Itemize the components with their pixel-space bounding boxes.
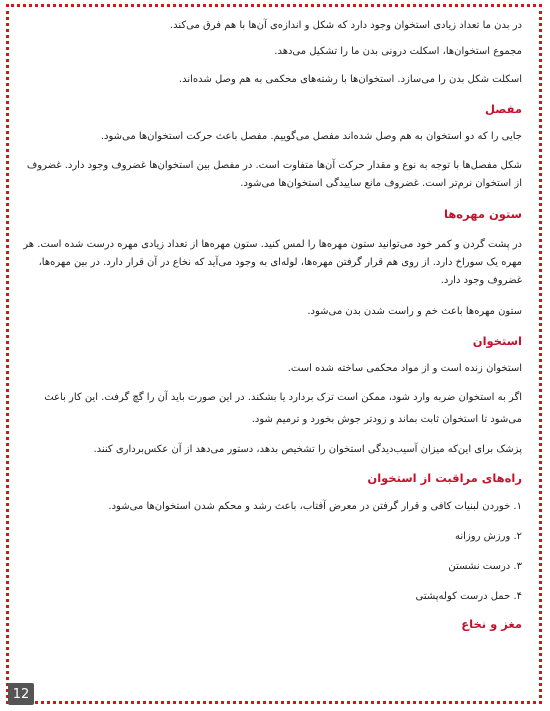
section-heading: استخوان bbox=[472, 334, 522, 348]
paragraph: جایی را که دو استخوان به هم وصل شده‌اند مفصل می‌گوییم. مفصل باعث حرکت استخوان‌ها می‌شود. bbox=[100, 131, 522, 142]
list-item: ۲. ورزش روزانه bbox=[454, 531, 522, 542]
paragraph: شکل مفصل‌ها با توجه به نوع و مقدار حرکت آن‌ها متفاوت است. در مفصل بین استخوان‌ها غضروف وجود دارد. غضروف از استخوان نرم‌تر است. غضروف مانع ساییدگی استخوان‌ها می‌شود. bbox=[26, 160, 522, 189]
list-item: ۴. حمل درست کوله‌پشتی bbox=[415, 591, 522, 602]
section-heading: مغز و نخاع bbox=[461, 617, 522, 631]
document-body bbox=[22, 18, 522, 632]
section-heading: راه‌های مراقبت از استخوان bbox=[367, 471, 522, 485]
section-heading: مفصل bbox=[485, 102, 522, 116]
page-number: 12 bbox=[8, 683, 34, 705]
paragraph: پزشک برای این‌که میزان آسیب‌دیدگی استخوان را تشخیص بدهد، دستور می‌دهد از آن عکس‌برداری کنند. bbox=[93, 444, 522, 455]
paragraph: مجموع استخوان‌ها، اسکلت درونی بدن ما را تشکیل می‌دهد. bbox=[274, 46, 522, 57]
list-item: ۳. درست نشستن bbox=[448, 561, 522, 572]
paragraph: استخوان زنده است و از مواد محکمی ساخته شده است. bbox=[287, 363, 522, 374]
section-heading: ستون مهره‌ها bbox=[444, 207, 522, 221]
paragraph: اسکلت شکل بدن را می‌سازد. استخوان‌ها با رشته‌های محکمی به هم وصل شده‌اند. bbox=[178, 74, 522, 85]
paragraph: در پشت گردن و کمر خود می‌توانید ستون مهره‌ها را لمس کنید. ستون مهره‌ها از تعداد زیادی مهره درست شده است. هر مهره یک سوراخ دارد. از روی هم قرار گرفتن مهره‌ها، لوله‌ای به وجود می‌آید که نخاع در آن قرار دارد. در بین مهره‌ها، غضروف وجود دارد. bbox=[23, 239, 522, 286]
list-item: ۱. خوردن لبنیات کافی و قرار گرفتن در معرض آفتاب، باعث رشد و محکم شدن استخوان‌ها می‌شود. bbox=[108, 501, 522, 512]
paragraph: اگر به استخوان ضربه وارد شود، ممکن است ترک بردارد یا بشکند. در این صورت باید آن را گچ گرفت. این کار باعث می‌شود تا استخوان ثابت بماند و زودتر جوش بخورد و ترمیم شود. bbox=[44, 392, 522, 425]
paragraph: در بدن ما تعداد زیادی استخوان وجود دارد که شکل و اندازه‌ی آن‌ها با هم فرق می‌کند. bbox=[169, 20, 522, 31]
paragraph: ستون مهره‌ها باعث خم و راست شدن بدن می‌شود. bbox=[307, 306, 522, 317]
